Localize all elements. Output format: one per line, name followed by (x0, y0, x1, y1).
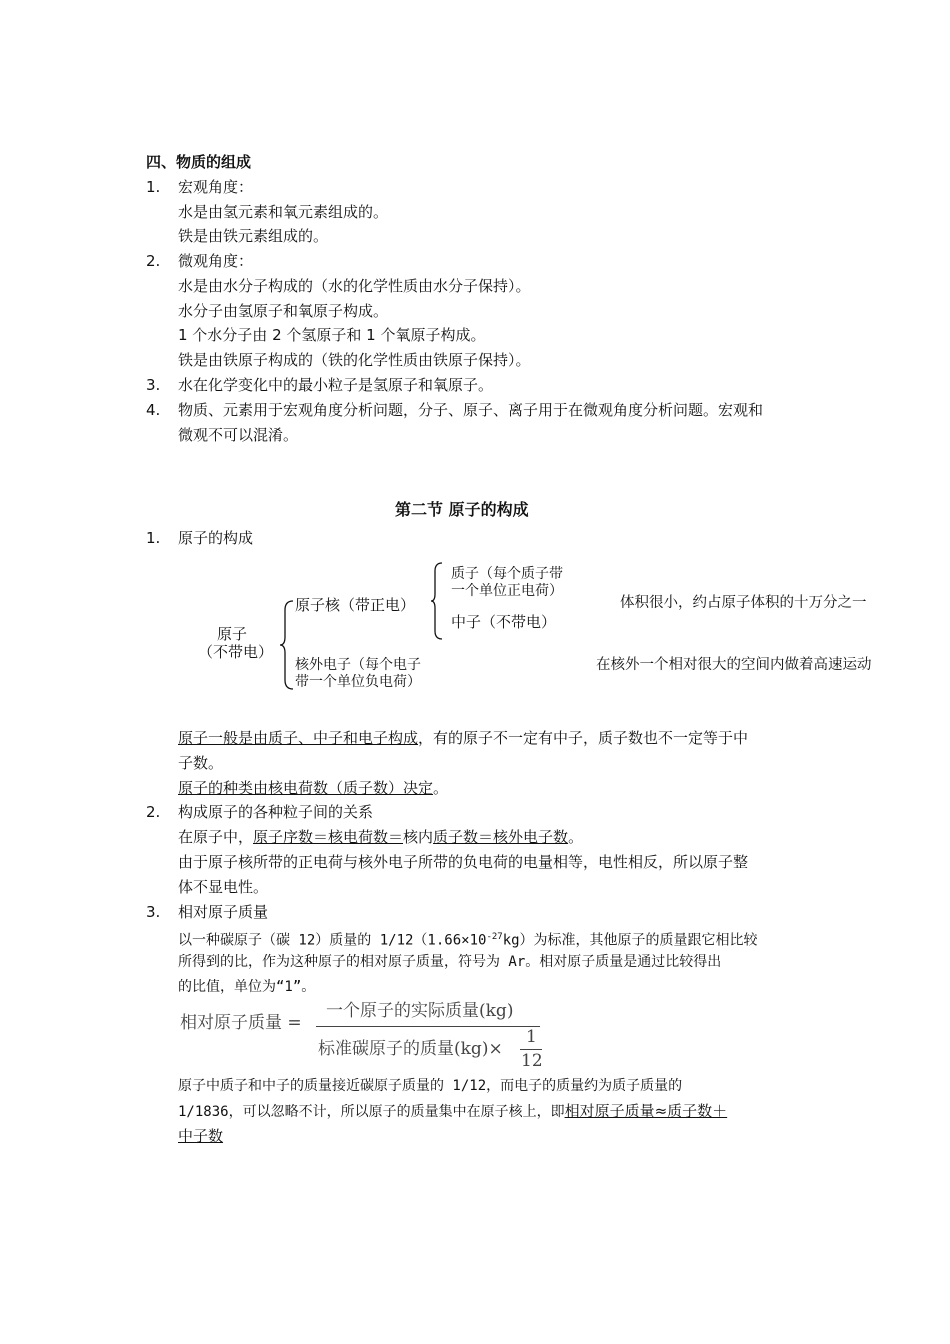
paragraph: 由于原子核所带的正电荷与核外电子所带的负电荷的电量相等，电性相反，所以原子整 (178, 853, 749, 871)
paragraph-text: 。 (433, 779, 449, 797)
paragraph-cont: 体不显电性。 (178, 878, 269, 896)
proton-label-line2: 一个单位正电荷） (451, 583, 563, 599)
underlined-text: 相对原子质量≈质子数＋ (564, 1102, 728, 1120)
list-line: 铁是由铁原子构成的（铁的化学性质由铁原子保持）。 (178, 351, 531, 369)
definition-line: 所得到的比，作为这种原子的相对原子质量，符号为 Ar。相对原子质量是通过比较得出 (178, 954, 722, 970)
formula-numerator: 一个原子的实际质量(kg) (326, 1001, 514, 1021)
underlined-text: 原子一般是由质子、中子和电子构成 (178, 729, 419, 747)
neutron-label: 中子（不带电） (451, 613, 557, 631)
list-label: 微观角度： (178, 252, 254, 270)
list-number: 3. (146, 903, 161, 921)
list-label: 相对原子质量 (178, 903, 269, 921)
relation-line (178, 826, 583, 848)
list-number: 1. (146, 529, 161, 547)
list-label: 原子的构成 (178, 529, 254, 547)
definition-line: 的比值，单位为“1”。 (178, 979, 316, 995)
paragraph (178, 777, 448, 799)
formula-lhs: 相对原子质量 = (180, 1013, 302, 1033)
list-line: 水是由氢元素和氧元素组成的。 (178, 203, 389, 221)
exponent: -27 (486, 932, 503, 942)
proton-label-line1: 质子（每个质子带 (451, 566, 563, 582)
paragraph (178, 1100, 727, 1123)
list-label: 水在化学变化中的最小粒子是氢原子和氧原子。 (178, 376, 494, 394)
list-line: 微观不可以混淆。 (178, 426, 299, 444)
electron-label-line1: 核外电子（每个电子 (295, 657, 421, 673)
small-fraction-denominator: 12 (521, 1051, 543, 1071)
list-line: 铁是由铁元素组成的。 (178, 227, 329, 245)
section-title: 第二节 原子的构成 (395, 500, 529, 519)
electron-label-line2: 带一个单位负电荷） (295, 674, 421, 690)
definition-post: kg）为标准，其他原子的质量跟它相比较 (502, 932, 758, 949)
fraction-bar (316, 1026, 540, 1027)
relation-mid: 核内 (403, 828, 434, 846)
atom-sub-label: （不带电） (198, 643, 274, 661)
list-line: 水分子由氢原子和氧原子构成。 (178, 302, 389, 320)
paragraph-text: ，有的原子不一定有中子，质子数也不一定等于中 (418, 729, 749, 747)
underlined-text: 原子序数＝核电荷数＝ (253, 828, 404, 846)
underlined-text: 原子的种类由核电荷数（质子数）决定 (178, 779, 434, 797)
list-label: 宏观角度： (178, 178, 254, 196)
electron-note: 在核外一个相对很大的空间内做着高速运动 (596, 657, 872, 673)
underlined-text: 质子数＝核外电子数 (433, 828, 569, 846)
left-brace-icon (280, 600, 294, 690)
list-label: 构成原子的各种粒子间的关系 (178, 803, 374, 821)
nucleus-note: 体积很小，约占原子体积的十万分之一 (620, 595, 867, 611)
relation-post: 。 (568, 828, 584, 846)
list-number: 2. (146, 803, 161, 821)
list-number: 4. (146, 401, 161, 419)
list-line: 水是由水分子构成的（水的化学性质由水分子保持）。 (178, 277, 531, 295)
left-brace-icon (431, 562, 443, 640)
list-number: 2. (146, 252, 161, 270)
relation-pre: 在原子中， (178, 828, 254, 846)
atom-label: 原子 (217, 625, 248, 643)
paragraph: 原子中质子和中子的质量接近碳原子质量的 1/12，而电子的质量约为质子质量的 (178, 1078, 683, 1094)
small-fraction-numerator: 1 (526, 1027, 537, 1047)
section-heading: 四、物质的组成 (146, 153, 252, 171)
definition-pre: 以一种碳原子（碳 12）质量的 1/12（1.66×10 (178, 932, 487, 949)
paragraph-cont: 子数。 (178, 754, 224, 772)
list-label: 物质、元素用于宏观角度分析问题，分子、原子、离子用于在微观角度分析问题。宏观和 (178, 401, 764, 419)
formula-denominator: 标准碳原子的质量(kg)× (318, 1039, 503, 1059)
list-number: 3. (146, 376, 161, 394)
list-line: 1 个水分子由 2 个氢原子和 1 个氧原子构成。 (178, 326, 486, 344)
definition-line (178, 926, 758, 952)
underlined-text: 中子数 (178, 1127, 224, 1145)
nucleus-label: 原子核（带正电） (295, 596, 416, 614)
paragraph-text: 1/1836，可以忽略不计，所以原子的质量集中在原子核上，即 (178, 1104, 565, 1120)
list-number: 1. (146, 178, 161, 196)
paragraph (178, 727, 748, 749)
